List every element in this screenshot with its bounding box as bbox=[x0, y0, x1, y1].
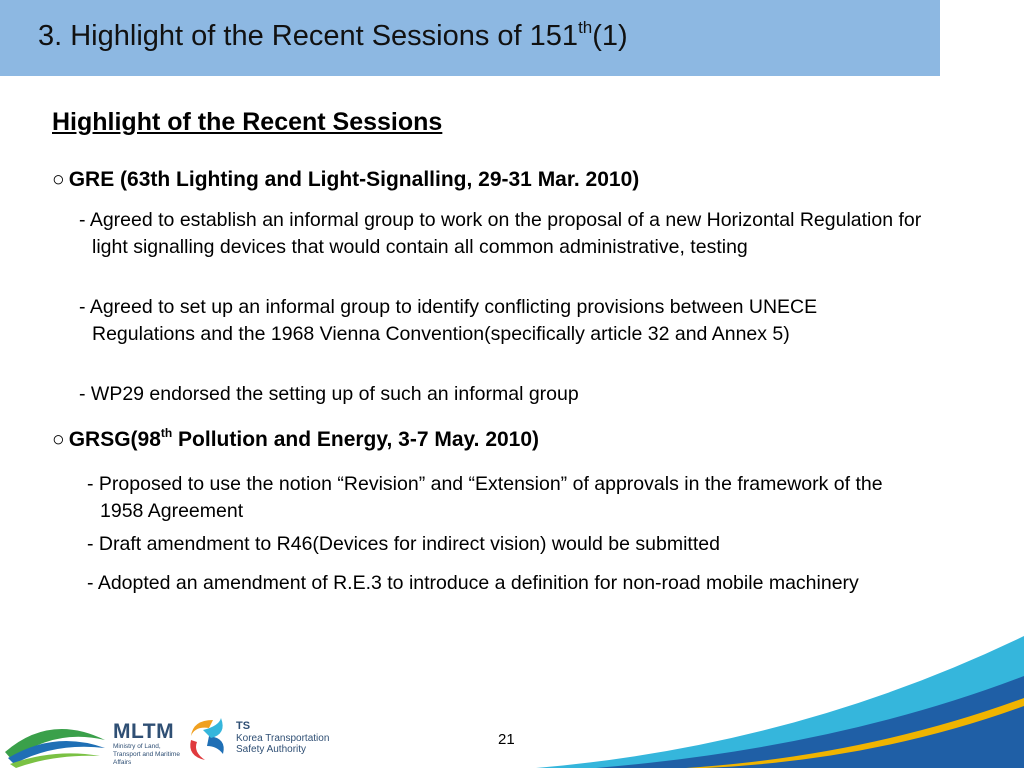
mltm-logo-subtext: Ministry of Land, Transport and Maritime Affairs bbox=[113, 743, 180, 766]
list-item: - Agreed to set up an informal group to identify conflicting provisions between UNECE Regulations and the 1968 Vienna Convention(specifically article 32 and Annex 5) bbox=[79, 296, 818, 345]
ts-logo-text: TS bbox=[236, 720, 251, 732]
ts-logo-icon bbox=[183, 716, 233, 762]
list-item: - Adopted an amendment of R.E.3 to introduce a definition for non-road mobile machinery bbox=[87, 572, 859, 594]
slide-title: 3. Highlight of the Recent Sessions of 151th(1) bbox=[38, 18, 628, 52]
section-heading-grsg: ○ GRSG(98th Pollution and Energy, 3-7 May. 2010) bbox=[52, 426, 540, 451]
section-heading-gre: ○ GRE (63th Lighting and Light-Signalling, 29-31 Mar. 2010) bbox=[52, 168, 640, 191]
list-item: - Proposed to use the notion “Revision” and “Extension” of approvals in the framework of the 1958 Agreement bbox=[87, 473, 883, 522]
circle-bullet-icon: ○ bbox=[52, 428, 65, 451]
list-item: - Agreed to establish an informal group to work on the proposal of a new Horizontal Regulation for light signalling devices that would contain all common administrative, testing bbox=[79, 209, 922, 258]
decorative-swoosh bbox=[536, 636, 1024, 768]
ts-logo-subtext: Korea Transportation Safety Authority bbox=[236, 733, 330, 755]
list-item: - WP29 endorsed the setting up of such an informal group bbox=[79, 383, 579, 405]
slide-subtitle: Highlight of the Recent Sessions bbox=[52, 108, 443, 136]
page-number: 21 bbox=[498, 731, 515, 748]
circle-bullet-icon: ○ bbox=[52, 168, 65, 191]
mltm-logo-text: MLTM bbox=[113, 720, 175, 743]
list-item: - Draft amendment to R46(Devices for indirect vision) would be submitted bbox=[87, 533, 720, 555]
